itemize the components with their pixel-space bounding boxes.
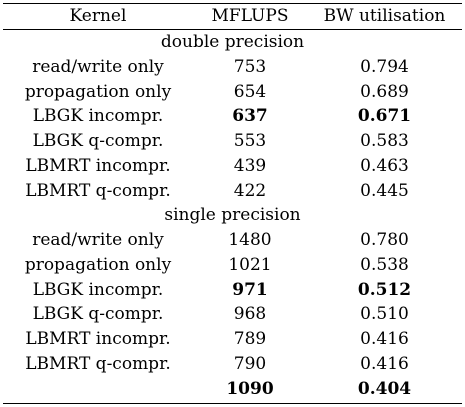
cell-bw-utilisation: 0.416 bbox=[360, 329, 409, 349]
cell-bw-utilisation: 0.512 bbox=[357, 279, 412, 300]
cell-kernel: LBGK incompr. bbox=[32, 279, 164, 300]
cell-mflups: 1090 bbox=[226, 378, 274, 399]
section-title: single precision bbox=[164, 205, 301, 226]
cell-mflups: 789 bbox=[233, 329, 267, 349]
cell-bw-utilisation: 0.671 bbox=[357, 106, 412, 127]
cell-mflups: 968 bbox=[233, 304, 267, 325]
results-table bbox=[3, 0, 462, 407]
cell-mflups: 553 bbox=[233, 131, 267, 151]
cell-kernel bbox=[3, 377, 193, 401]
cell-mflups: 1021 bbox=[228, 254, 272, 275]
cell-bw-utilisation: 0.689 bbox=[360, 81, 409, 102]
header-bw-utilisation: BW utilisation bbox=[323, 6, 446, 26]
cell-mflups: 1480 bbox=[228, 230, 272, 250]
cell-bw-utilisation: 0.583 bbox=[360, 131, 409, 151]
cell-bw-utilisation: 0.780 bbox=[360, 230, 409, 250]
cell-kernel: LBGK incompr. bbox=[32, 106, 164, 127]
section-title: double precision bbox=[160, 32, 305, 52]
cell-kernel: LBGK q-compr. bbox=[32, 131, 164, 151]
bottom-rule bbox=[3, 403, 462, 404]
cell-bw-utilisation: 0.538 bbox=[360, 254, 409, 275]
cell-mflups: 422 bbox=[233, 180, 267, 201]
cell-kernel: LBMRT incompr. bbox=[25, 155, 171, 176]
cell-kernel: LBGK q-compr. bbox=[32, 304, 164, 325]
cell-mflups: 439 bbox=[233, 155, 267, 176]
header-kernel: Kernel bbox=[69, 6, 127, 26]
cell-mflups: 971 bbox=[232, 279, 268, 300]
cell-bw-utilisation: 0.794 bbox=[360, 56, 409, 77]
cell-mflups: 637 bbox=[232, 106, 268, 127]
cell-kernel: read/write only bbox=[32, 230, 164, 250]
cell-kernel: propagation only bbox=[24, 254, 172, 275]
cell-mflups: 790 bbox=[233, 353, 267, 374]
cell-bw-utilisation: 0.445 bbox=[360, 180, 409, 201]
header-mflups: MFLUPS bbox=[211, 6, 289, 26]
cell-bw-utilisation: 0.416 bbox=[360, 353, 409, 374]
cell-kernel: LBMRT q-compr. bbox=[25, 180, 171, 201]
cell-bw-utilisation: 0.463 bbox=[360, 155, 409, 176]
cell-mflups: 654 bbox=[233, 81, 267, 102]
cell-bw-utilisation: 0.404 bbox=[357, 378, 412, 399]
cell-mflups: 753 bbox=[233, 56, 267, 77]
cell-kernel: propagation only bbox=[24, 81, 172, 102]
cell-kernel: read/write only bbox=[32, 56, 164, 77]
cell-bw-utilisation: 0.510 bbox=[360, 304, 409, 325]
cell-kernel: LBMRT incompr. bbox=[25, 329, 171, 349]
cell-kernel: LBMRT q-compr. bbox=[25, 353, 171, 374]
